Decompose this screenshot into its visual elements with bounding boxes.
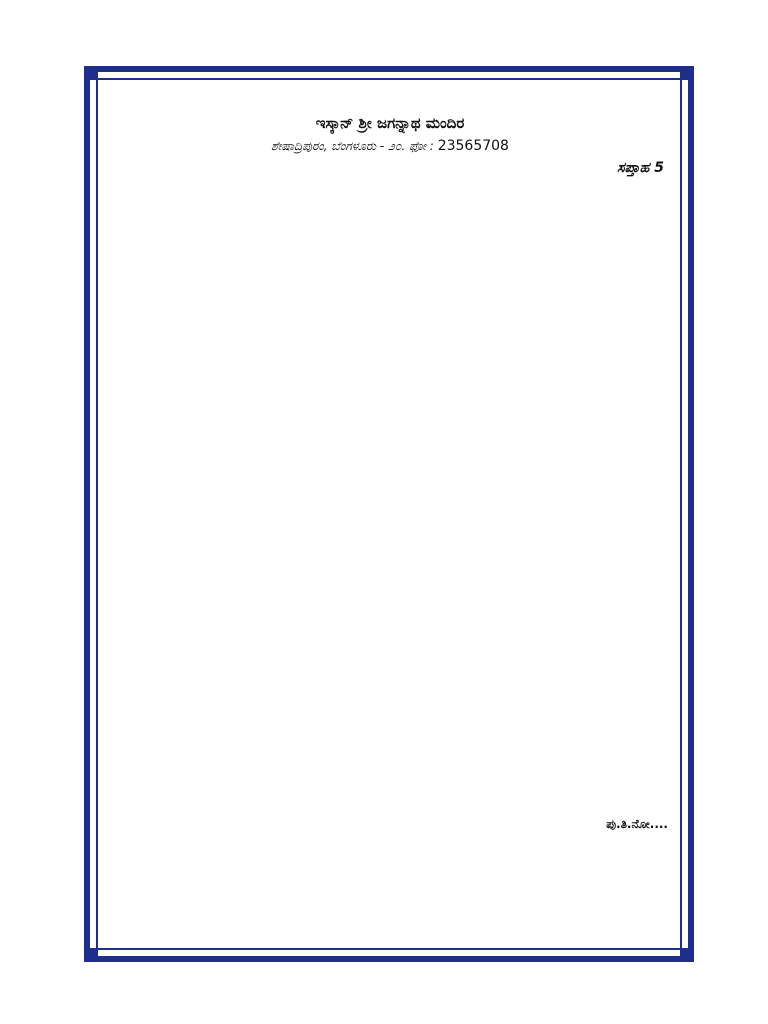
address-text: ಶೇಷಾದ್ರಿಪುರಂ, ಬೆಂಗಳೂರು - ೨೦. ಫೋ : xyxy=(271,139,434,153)
body-text xyxy=(112,204,668,824)
corner-ornament-bottom-right xyxy=(680,948,694,962)
page-content xyxy=(112,110,668,930)
week-label: ಸಪ್ತಾಹ 5 xyxy=(617,160,664,176)
page-title: ಇಸ್ಕಾನ್ ಶ್ರೀ ಜಗನ್ನಾಥ ಮಂದಿರ xyxy=(315,114,465,132)
address-line xyxy=(112,138,668,154)
corner-ornament-top-right xyxy=(680,66,694,80)
corner-ornament-top-left xyxy=(84,66,98,80)
signoff: ಪು.ತಿ.ನೋ.... xyxy=(606,817,668,831)
phone-number: 23565708 xyxy=(437,138,509,154)
corner-ornament-bottom-left xyxy=(84,948,98,962)
